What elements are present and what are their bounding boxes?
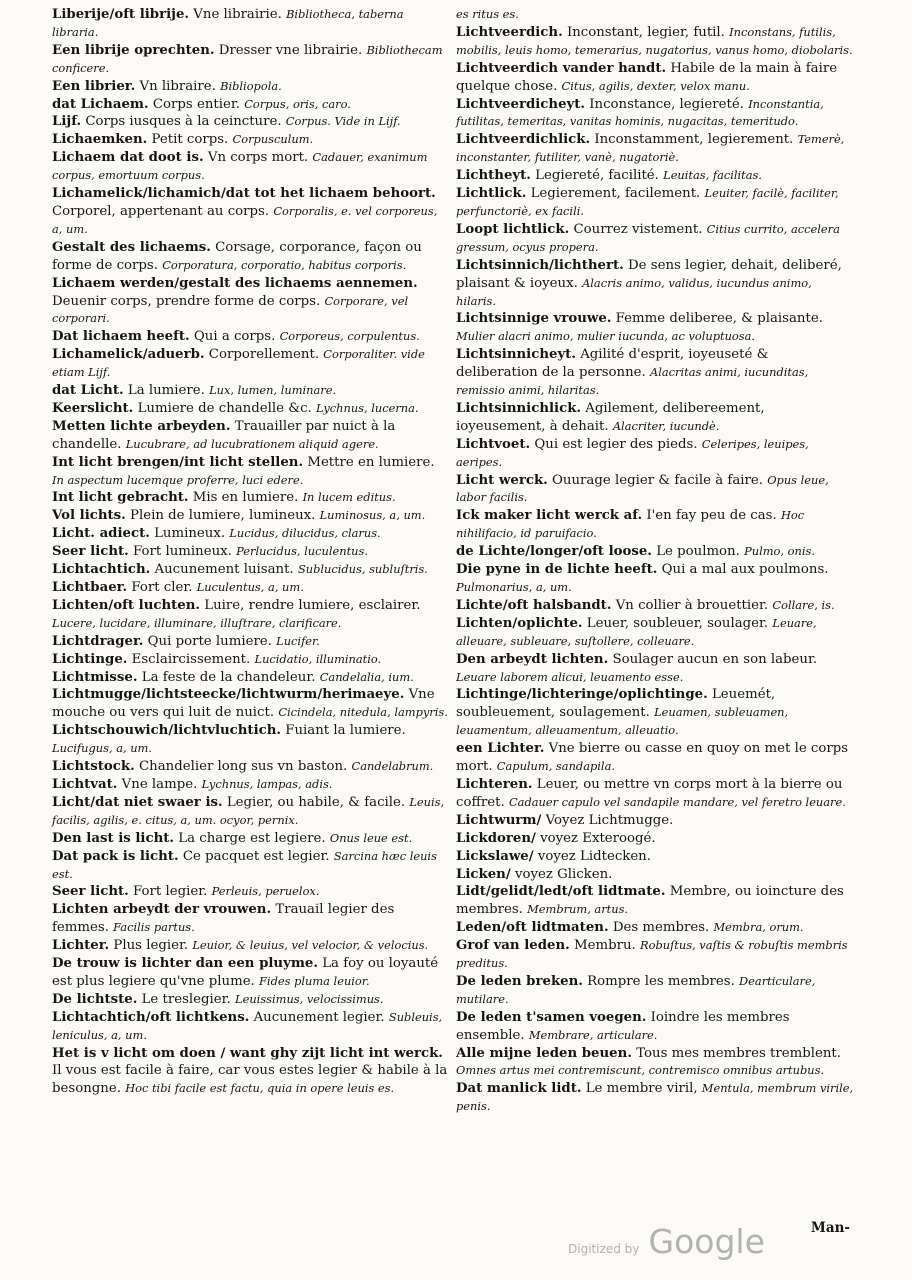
dictionary-entry: [52, 507, 450, 525]
headword: Metten lichte arbeyden.: [52, 418, 231, 434]
dictionary-entry: [52, 418, 450, 454]
headword: Lichaem werden/gestalt des lichaems aennemen.: [52, 275, 418, 291]
latin-gloss: Capulum, sandapila.: [496, 759, 615, 774]
headword: Ick maker licht werck af.: [456, 508, 643, 524]
latin-gloss: Citius currito, accelera gressum, ocyus propera.: [456, 221, 840, 254]
french-gloss: Vn corps mort.: [207, 150, 309, 166]
headword: Lichten arbeydt der vrouwen.: [52, 902, 272, 918]
headword: Die pyne in de lichte heeft.: [456, 562, 658, 578]
dictionary-entry: [52, 686, 450, 722]
french-gloss: De sens legier, dehait, deliberé, plaisant & ioyeux.: [456, 257, 842, 291]
dictionary-entry: [52, 937, 450, 955]
headword: De lichtste.: [52, 991, 138, 1007]
latin-gloss: Corporeus, corpulentus.: [279, 329, 420, 344]
dictionary-entry: [52, 758, 450, 776]
latin-gloss: Luculentus, a, um.: [196, 580, 304, 594]
latin-gloss: Celeripes, leuipes, aeripes.: [456, 436, 809, 469]
french-gloss: Des membres.: [612, 920, 710, 936]
latin-gloss: Alacritas animi, iucunditas, remissio animi, hilaritas.: [456, 365, 809, 398]
latin-gloss: Cadauer capulo vel sandapile mandare, vel feretro leuare.: [508, 794, 846, 809]
dictionary-entry: [52, 633, 450, 651]
latin-gloss: Membrum, artus.: [527, 902, 629, 917]
french-gloss: La lumiere.: [127, 383, 205, 399]
latin-gloss: Membrare, articulare.: [528, 1027, 658, 1042]
latin-gloss: Mentula, membrum virile, penis.: [456, 1081, 854, 1114]
dictionary-entry: [52, 328, 450, 346]
dictionary-entry: [456, 597, 854, 615]
headword: Gestalt des lichaems.: [52, 239, 211, 255]
latin-gloss: Facilis partus.: [113, 920, 195, 935]
dictionary-entry: [456, 866, 854, 884]
french-gloss: Qui est legier des pieds.: [534, 436, 698, 452]
latin-gloss: Leuissimus, velocissimus.: [235, 991, 384, 1006]
latin-gloss: Leuitas, facilitas.: [663, 168, 763, 183]
headword: Seer licht.: [52, 884, 129, 900]
french-gloss: Vne mouche ou vers qui luit de nuict.: [52, 687, 435, 721]
french-gloss: Mis en lumiere.: [192, 490, 299, 506]
latin-gloss: Subleuis, leniculus, a, um.: [52, 1009, 443, 1042]
headword: Alle mijne leden beuen.: [456, 1045, 632, 1061]
french-gloss: Lumiere de chandelle &c.: [137, 400, 312, 416]
dictionary-entry: [52, 579, 450, 597]
latin-gloss: Robuſtus, vaſtis & robuſtis membris preditus.: [456, 938, 848, 971]
headword: Lichtheyt.: [456, 168, 531, 184]
latin-gloss: Mulier alacri animo, mulier iucunda, ac voluptuosa.: [456, 329, 756, 344]
french-gloss: Fort legier.: [133, 884, 208, 900]
french-gloss: voyez Glicken.: [514, 866, 613, 882]
headword: Lijf.: [52, 114, 82, 130]
french-gloss: Rompre les membres.: [587, 973, 735, 989]
dictionary-entry: [52, 113, 450, 131]
headword: Dat lichaem heeft.: [52, 329, 190, 345]
dictionary-entry: [52, 96, 450, 114]
french-gloss: Legier, ou habile, & facile.: [226, 794, 406, 810]
latin-gloss: Temerè, inconstanter, futiliter, vanè, nugatoriè.: [456, 132, 845, 165]
latin-gloss: Corpus. Vide in Lijf.: [285, 114, 401, 129]
headword: Lichtveerdich vander handt.: [456, 60, 667, 76]
dictionary-entry: [456, 848, 854, 866]
latin-gloss: Corporalis, e. vel corporeus, a, um.: [52, 203, 438, 236]
french-gloss: Qui a mal aux poulmons.: [661, 562, 829, 578]
headword: Lichtmisse.: [52, 669, 138, 685]
headword: Licht werck.: [456, 472, 548, 488]
dictionary-entry: [52, 382, 450, 400]
headword: Lichtbaer.: [52, 580, 128, 595]
french-gloss: Ce pacquet est legier.: [182, 848, 330, 864]
latin-gloss: Lucere, lucidare, illuminare, illuſtrare, clarificare.: [52, 615, 342, 630]
headword: een Lichter.: [456, 741, 545, 757]
latin-gloss: Corporare, vel corporari.: [52, 293, 409, 326]
french-gloss: Vn libraire.: [139, 78, 216, 94]
french-gloss: Aucunement luisant.: [154, 562, 294, 578]
latin-gloss: Lychnus, lampas, adis.: [201, 776, 333, 791]
french-gloss: Plus legier.: [113, 938, 189, 954]
dictionary-entry: [52, 454, 450, 490]
headword: Den last is licht.: [52, 830, 175, 846]
headword: Lichten/oplichte.: [456, 615, 583, 631]
dictionary-entry: [456, 346, 854, 400]
catchword: Man-: [810, 1220, 850, 1236]
french-gloss: Ioindre les membres ensemble.: [456, 1009, 790, 1043]
latin-gloss: Alacris animo, validus, iucundus animo, hilaris.: [456, 275, 812, 308]
google-wordmark: Google: [648, 1222, 765, 1261]
headword: Lichtvat.: [52, 776, 118, 792]
dictionary-entry: [456, 507, 854, 543]
dictionary-entry: [52, 6, 450, 42]
headword: Lichtveerdich.: [456, 24, 563, 40]
headword: Int licht gebracht.: [52, 490, 189, 506]
latin-gloss: Bibliotheca, taberna libraria.: [52, 7, 404, 39]
dictionary-entry: [456, 96, 854, 132]
french-gloss: La feste de la chandeleur.: [141, 669, 316, 685]
latin-gloss: Lucidatio, illuminatio.: [254, 651, 382, 666]
french-gloss: Deuenir corps, prendre forme de corps.: [52, 293, 321, 309]
french-gloss: La foy ou loyauté est plus legiere qu'vne plume.: [52, 956, 439, 989]
french-gloss: Soulager aucun en son labeur.: [612, 651, 818, 667]
dictionary-entry: [456, 1045, 854, 1081]
french-gloss: Membru.: [574, 938, 636, 954]
latin-gloss: Opus leue, labor facilis.: [456, 472, 829, 505]
right-column: [456, 6, 854, 1116]
latin-gloss: Lucidus, dilucidus, clarus.: [229, 526, 381, 541]
french-gloss: Agilité d'esprit, ioyeuseté & deliberation de la personne.: [456, 347, 769, 381]
headword: Lichter.: [52, 938, 110, 954]
french-gloss: Tous mes membres tremblent.: [636, 1045, 841, 1061]
latin-gloss: Leuare laborem alicui, leuamento esse.: [456, 669, 684, 684]
headword: Lichtlick.: [456, 186, 527, 202]
dictionary-entry: [456, 561, 854, 597]
headword: Lichtinge/lichteringe/oplichtinge.: [456, 687, 708, 703]
latin-gloss: Leuiter, facilè, faciliter, perfunctoriè, ex facili.: [456, 186, 839, 218]
french-gloss: Le treslegier.: [141, 991, 231, 1007]
french-gloss: Femme deliberee, & plaisante.: [615, 311, 823, 327]
dictionary-entry: [456, 543, 854, 561]
dictionary-entry: [52, 78, 450, 96]
french-gloss: Le membre viril,: [585, 1081, 698, 1097]
french-gloss: voyez Lidtecken.: [537, 848, 651, 864]
dictionary-entry: [456, 883, 854, 919]
dictionary-entry: [52, 346, 450, 382]
dictionary-entry: [456, 776, 854, 812]
french-gloss: Courrez vistement.: [573, 221, 703, 237]
latin-gloss: Membra, orum.: [713, 920, 804, 935]
dictionary-entry: [52, 651, 450, 669]
latin-gloss: Pulmonarius, a, um.: [456, 580, 572, 594]
dictionary-entry: [52, 1009, 450, 1045]
french-gloss: Leuer, ou mettre vn corps mort à la bierre ou coffret.: [456, 776, 843, 810]
headword: dat Licht.: [52, 383, 124, 399]
dictionary-entry: [52, 239, 450, 275]
latin-gloss: Corpus, oris, caro.: [244, 96, 351, 111]
headword: Lichtsinnicheyt.: [456, 347, 576, 363]
dictionary-entry: [52, 883, 450, 901]
french-gloss: Vn collier à brouettier.: [615, 597, 769, 613]
dictionary-entry: [52, 794, 450, 830]
latin-gloss: Lychnus, lucerna.: [315, 400, 419, 415]
dictionary-entry: [52, 597, 450, 633]
dictionary-entry: [456, 185, 854, 221]
latin-gloss: Corpusculum.: [232, 132, 314, 147]
dictionary-entry: [456, 686, 854, 740]
headword: Lichteren.: [456, 776, 533, 792]
headword: Licht. adiect.: [52, 526, 150, 542]
french-gloss: Corps entier.: [152, 96, 240, 112]
french-gloss: Qui a corps.: [193, 329, 276, 345]
dictionary-entry: [52, 955, 450, 991]
dictionary-entry: [52, 776, 450, 794]
dictionary-entry: [52, 722, 450, 758]
latin-gloss: In lucem editus.: [302, 490, 396, 505]
headword: Vol lichts.: [52, 508, 126, 524]
latin-gloss: Leuare, alleuare, subleuare, suſtollere, colleuare.: [456, 615, 817, 648]
dictionary-entry: [52, 669, 450, 687]
dictionary-entry: [456, 400, 854, 436]
dictionary-entry: [456, 6, 854, 24]
latin-gloss: Sublucidus, subluſtris.: [297, 562, 428, 577]
french-gloss: Petit corps.: [151, 132, 229, 148]
latin-gloss: Citus, agilis, dexter, velox manu.: [561, 78, 750, 93]
latin-gloss: Collare, is.: [772, 597, 835, 612]
latin-gloss: Leuis, facilis, agilis, e. citus, a, um. ocyor, pernix.: [52, 794, 445, 827]
french-gloss: Agilement, delibereement, ioyeusement, à dehait.: [456, 400, 765, 434]
headword: Het is v licht om doen / want ghy zijt licht int werck.: [52, 1045, 443, 1061]
french-gloss: Leuemét, soubleuement, soulagement.: [456, 687, 776, 721]
dictionary-entry: [456, 812, 854, 830]
headword: Lichtinge.: [52, 651, 128, 667]
dictionary-entry: [52, 1045, 450, 1099]
dictionary-entry: [52, 42, 450, 78]
latin-gloss: Lux, lumen, luminare.: [209, 383, 337, 398]
headword: de Lichte/longer/oft loose.: [456, 544, 652, 560]
headword: Lichamelick/lichamich/dat tot het lichaem behoort.: [52, 186, 436, 202]
french-gloss: Inconstant, legier, futil.: [566, 24, 725, 40]
french-gloss: Mettre en lumiere.: [307, 454, 435, 470]
dictionary-entry: [456, 24, 854, 60]
headword: Lichtsinnich/lichthert.: [456, 257, 624, 273]
headword: Grof van leden.: [456, 938, 570, 954]
french-gloss: voyez Exteroogé.: [540, 830, 656, 846]
headword: Lichtveerdichlick.: [456, 132, 591, 148]
french-gloss: Qui porte lumiere.: [147, 633, 272, 649]
latin-gloss: Lucubrare, ad lucubrationem aliquid agere.: [125, 436, 379, 451]
dictionary-entry: [456, 310, 854, 346]
headword: Dat pack is licht.: [52, 848, 179, 864]
headword: Lichtsinnige vrouwe.: [456, 311, 612, 327]
latin-gloss: Candelalia, ium.: [319, 669, 414, 684]
latin-gloss: Perleuis, peruelox.: [211, 884, 320, 899]
dictionary-entry: [456, 740, 854, 776]
headword: Lichtstock.: [52, 759, 135, 775]
headword: De leden t'samen voegen.: [456, 1009, 647, 1025]
watermark-prefix: Digitized by: [568, 1242, 640, 1256]
french-gloss: Il vous est facile à faire, car vous estes legier & habile à la besongne.: [52, 1063, 448, 1097]
dictionary-entry: [52, 489, 450, 507]
french-gloss: Corporellement.: [208, 347, 320, 363]
latin-gloss: Bibliopola.: [220, 78, 282, 93]
headword: Lickslawe/: [456, 848, 534, 864]
latin-gloss: Perlucidus, luculentus.: [236, 544, 368, 559]
french-gloss: Membre, ou ioincture des membres.: [456, 884, 844, 918]
headword: Lichtveerdicheyt.: [456, 96, 586, 112]
latin-gloss: Luminosus, a, um.: [319, 508, 426, 523]
latin-gloss: Onus leue est.: [329, 830, 413, 845]
french-gloss: Dresser vne librairie.: [218, 42, 363, 58]
latin-gloss: Bibliothecam conficere.: [52, 42, 443, 75]
french-gloss: Le poulmon.: [656, 544, 740, 560]
latin-gloss: Leuior, & leuius, vel velocior, & velocius.: [192, 938, 429, 953]
dictionary-entry: [456, 973, 854, 1009]
french-gloss: Trauail legier des femmes.: [52, 902, 395, 936]
french-gloss: Leuer, soubleuer, soulager.: [586, 615, 769, 631]
latin-gloss: Leuamen, subleuamen, leuamentum, alleuamentum, alleuatio.: [456, 705, 789, 738]
headword: Lichtachtich.: [52, 562, 151, 578]
dictionary-entry: [52, 848, 450, 884]
dictionary-entry: [456, 221, 854, 257]
headword: Lichamelick/aduerb.: [52, 347, 205, 363]
latin-gloss: es ritus es.: [456, 7, 519, 21]
french-gloss: Legierement, facilement.: [530, 186, 701, 202]
headword: Int licht brengen/int licht stellen.: [52, 454, 304, 470]
dictionary-entry: [456, 257, 854, 311]
dictionary-entry: [456, 1009, 854, 1045]
headword: De leden breken.: [456, 973, 583, 989]
latin-gloss: Sarcina hæc leuis est.: [52, 848, 437, 881]
dictionary-entry: [52, 131, 450, 149]
latin-gloss: Corporatura, corporatio, habitus corporis.: [162, 257, 407, 272]
french-gloss: Corporel, appertenant au corps.: [52, 203, 270, 219]
french-gloss: Chandelier long sus vn baston.: [138, 759, 348, 775]
latin-gloss: Hoc tibi facile est factu, quia in opere leuis es.: [125, 1081, 395, 1096]
headword: Lichtmugge/lichtsteecke/lichtwurm/herimaeye.: [52, 687, 405, 703]
headword: Dat manlick lidt.: [456, 1081, 582, 1097]
dictionary-entry: [456, 436, 854, 472]
dictionary-entry: [456, 937, 854, 973]
left-column: [52, 6, 450, 1098]
dictionary-entry: [456, 60, 854, 96]
dictionary-entry: [52, 149, 450, 185]
headword: Loopt lichtlick.: [456, 221, 570, 237]
dictionary-entry: [52, 400, 450, 418]
latin-gloss: Hoc nihilifacio, id paruifacio.: [456, 508, 805, 541]
french-gloss: Legiereté, facilité.: [535, 168, 659, 184]
headword: Seer licht.: [52, 544, 129, 560]
headword: Liberije/oft librije.: [52, 7, 190, 22]
headword: Een librier.: [52, 78, 136, 94]
headword: Een librije oprechten.: [52, 42, 215, 58]
latin-gloss: Cicindela, nitedula, lampyris.: [278, 705, 448, 720]
headword: Lidt/gelidt/ledt/oft lidtmate.: [456, 884, 666, 900]
headword: Lichtsinnichlick.: [456, 400, 582, 416]
french-gloss: Inconstance, legiereté.: [589, 96, 744, 112]
latin-gloss: Cadauer, exanimum corpus, emortuum corpus.: [52, 150, 428, 183]
dictionary-entry: [52, 561, 450, 579]
latin-gloss: Alacriter, iucundè.: [612, 418, 720, 433]
french-gloss: Plein de lumiere, lumineux.: [130, 508, 316, 524]
dictionary-entry: [456, 131, 854, 167]
french-gloss: Aucunement legier.: [253, 1009, 385, 1025]
french-gloss: Corsage, corporance, façon ou forme de corps.: [52, 239, 422, 273]
french-gloss: Voyez Lichtmugge.: [545, 812, 674, 828]
french-gloss: Luire, rendre lumiere, esclairer.: [204, 597, 421, 613]
latin-gloss: Inconstans, futilis, mobilis, leuis homo, temerarius, nugatorius, vanus homo, diobolaris.: [456, 24, 853, 57]
headword: Lichaemken.: [52, 132, 148, 148]
dictionary-entry: [52, 543, 450, 561]
french-gloss: Corps iusques à la ceincture.: [85, 114, 282, 130]
latin-gloss: Candelabrum.: [351, 759, 434, 774]
french-gloss: Habile de la main à faire quelque chose.: [456, 60, 838, 94]
latin-gloss: Fides pluma leuior.: [259, 973, 370, 988]
dictionary-entry: [52, 830, 450, 848]
latin-gloss: Lucifer.: [276, 633, 320, 648]
french-gloss: Vne lampe.: [121, 776, 198, 792]
latin-gloss: Dearticulare, mutilare.: [456, 973, 816, 1006]
dictionary-entry: [52, 275, 450, 329]
headword: Lichte/oft halsbandt.: [456, 597, 612, 613]
dictionary-entry: [456, 651, 854, 687]
latin-gloss: In aspectum lucemque proferre, luci edere.: [52, 472, 304, 487]
headword: Lichaem dat doot is.: [52, 150, 204, 166]
french-gloss: Vne bierre ou casse en quoy on met le corps mort.: [456, 741, 849, 775]
french-gloss: Lumineux.: [154, 526, 226, 542]
french-gloss: Vne librairie.: [193, 7, 282, 22]
latin-gloss: Corporaliter. vide etiam Lijf.: [52, 347, 425, 380]
french-gloss: La charge est legiere.: [178, 830, 326, 846]
headword: Lichtwurm/: [456, 812, 542, 828]
dictionary-entry: [456, 615, 854, 651]
headword: Lichtachtich/oft lichtkens.: [52, 1009, 250, 1025]
dictionary-entry: [52, 185, 450, 239]
french-gloss: Fuiant la lumiere.: [285, 723, 406, 739]
headword: Leden/oft lidtmaten.: [456, 920, 609, 936]
headword: Lichtdrager.: [52, 633, 144, 649]
dictionary-entry: [456, 919, 854, 937]
headword: Licken/: [456, 866, 511, 882]
latin-gloss: Pulmo, onis.: [744, 544, 815, 559]
dictionary-entry: [52, 901, 450, 937]
french-gloss: Inconstamment, legierement.: [594, 132, 794, 148]
dictionary-entry: [456, 830, 854, 848]
dictionary-entry: [456, 1080, 854, 1116]
latin-gloss: Inconstantia, futilitas, temeritas, vanitas hominis, nugacitas, temeritudo.: [456, 96, 824, 129]
french-gloss: Esclaircissement.: [131, 651, 251, 667]
dictionary-entry: [456, 472, 854, 508]
headword: De trouw is lichter dan een pluyme.: [52, 956, 318, 972]
french-gloss: Trauailler par nuict à la chandelle.: [52, 418, 396, 452]
headword: Lickdoren/: [456, 830, 536, 846]
french-gloss: Ouurage legier & facile à faire.: [552, 472, 763, 488]
latin-gloss: Lucifugus, a, um.: [52, 741, 152, 756]
headword: Lichtschouwich/lichtvluchtich.: [52, 723, 282, 739]
dictionary-entry: [456, 167, 854, 185]
latin-gloss: Omnes artus mei contremiscunt, contremisco omnibus artubus.: [456, 1063, 825, 1078]
digitization-watermark: [568, 1222, 765, 1261]
dictionary-entry: [52, 991, 450, 1009]
dictionary-entry: [52, 525, 450, 543]
french-gloss: Fort lumineux.: [133, 544, 232, 560]
headword: Lichtvoet.: [456, 436, 531, 452]
french-gloss: Fort cler.: [131, 580, 193, 595]
headword: Lichten/oft luchten.: [52, 597, 201, 613]
headword: Den arbeydt lichten.: [456, 651, 609, 667]
headword: Keerslicht.: [52, 400, 134, 416]
headword: dat Lichaem.: [52, 96, 149, 112]
french-gloss: I'en fay peu de cas.: [646, 508, 777, 524]
headword: Licht/dat niet swaer is.: [52, 794, 223, 810]
